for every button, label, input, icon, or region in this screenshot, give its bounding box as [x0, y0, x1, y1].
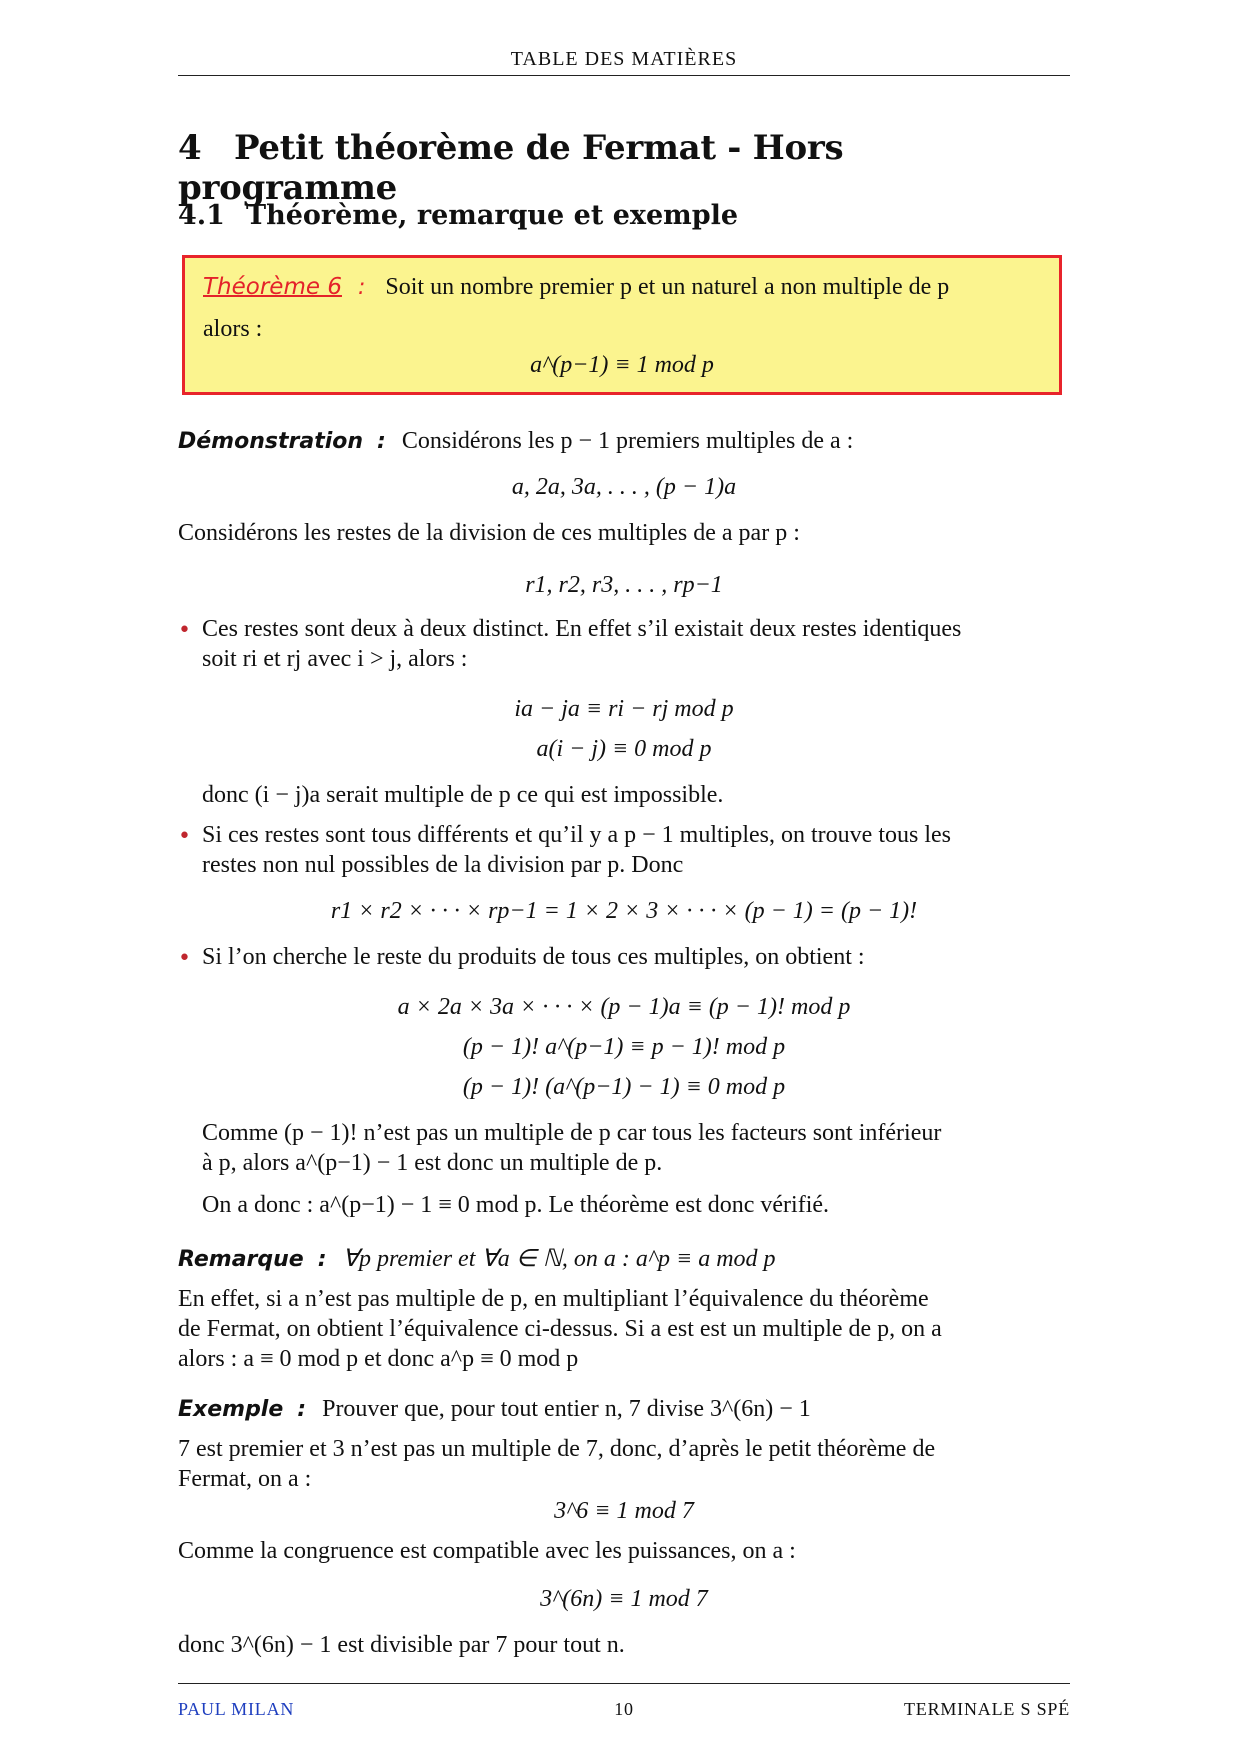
bullet-2-marker: •: [178, 824, 191, 849]
section-heading: [178, 128, 1070, 208]
comme-line-2: à p, alors a^(p−1) − 1 est donc un multiple de p.: [202, 1150, 663, 1176]
footer-rule: [178, 1683, 1070, 1684]
footer-author[interactable]: PAUL MILAN: [178, 1699, 295, 1719]
running-header: TABLE DES MATIÈRES: [510, 48, 738, 70]
subsection-heading: [178, 200, 738, 231]
bullet-3-line-1: Si l’on cherche le reste du produits de tous ces multiples, on obtient :: [202, 944, 865, 970]
remainders-formula: r1, r2, r3, . . . , rp−1: [525, 572, 723, 598]
demonstration-intro-line: [178, 426, 1070, 457]
bullet-1-marker: •: [178, 618, 191, 643]
comme-line-1: Comme (p − 1)! n’est pas un multiple de p car tous les facteurs sont inférieur: [202, 1120, 942, 1146]
remarque-colon: :: [317, 1247, 327, 1272]
theorem-colon: :: [357, 275, 366, 300]
bullet-3-equation-3: (p − 1)! (a^(p−1) − 1) ≡ 0 mod p: [462, 1074, 786, 1100]
exemple-equation-2: 3^(6n) ≡ 1 mod 7: [540, 1586, 708, 1612]
bullet-1-conclusion: donc (i − j)a serait multiple de p ce qui est impossible.: [202, 782, 724, 808]
bullet-1-equation-1: ia − ja ≡ ri − rj mod p: [514, 696, 734, 722]
remarque-line: [178, 1244, 1070, 1275]
remarque-label: Remarque: [178, 1247, 304, 1272]
section-title: Petit théorème de Fermat - Hors programme: [178, 128, 844, 208]
demonstration-colon: :: [377, 429, 386, 454]
remainders-intro: Considérons les restes de la division de ces multiples de a par p :: [178, 520, 800, 546]
exemple-line: [178, 1394, 1070, 1425]
theorem-label: Théorème 6: [203, 274, 342, 300]
theorem-box: [182, 255, 1062, 395]
bullet-3-equation-2: (p − 1)! a^(p−1) ≡ p − 1)! mod p: [462, 1034, 786, 1060]
theorem-statement: Soit un nombre premier p et un naturel a non multiple de p: [385, 274, 950, 300]
header-rule: [178, 75, 1070, 76]
theorem-line-2: alors :: [203, 316, 263, 342]
remarque-line-2: de Fermat, on obtient l’équivalence ci-dessus. Si a est est un multiple de p, on a: [178, 1316, 942, 1342]
bullet-1-equation-2: a(i − j) ≡ 0 mod p: [536, 736, 712, 762]
exemple-label: Exemple: [178, 1397, 284, 1422]
exemple-line-2: Fermat, on a :: [178, 1466, 312, 1492]
demonstration-label: Démonstration: [178, 429, 364, 454]
exemple-equation-1: 3^6 ≡ 1 mod 7: [554, 1498, 694, 1524]
theorem-formula: a^(p−1) ≡ 1 mod p: [530, 352, 714, 378]
multiples-formula: a, 2a, 3a, . . . , (p − 1)a: [511, 474, 737, 500]
subsection-title: Théorème, remarque et exemple: [246, 200, 739, 231]
section-number: 4: [178, 128, 202, 168]
bullet-2-equation: r1 × r2 × · · · × rp−1 = 1 × 2 × 3 × · · · × (p − 1) = (p − 1)!: [330, 898, 918, 924]
bullet-1-line-2: soit ri et rj avec i > j, alors :: [202, 646, 468, 672]
bullet-3-equation-1: a × 2a × 3a × · · · × (p − 1)a ≡ (p − 1)! mod p: [397, 994, 851, 1020]
footer-course: TERMINALE S SPÉ: [903, 1699, 1070, 1719]
remarque-statement: ∀p premier et ∀a ∈ ℕ, on a : a^p ≡ a mod p: [342, 1246, 776, 1272]
exemple-statement: Prouver que, pour tout entier n, 7 divise 3^(6n) − 1: [322, 1396, 811, 1422]
subsection-number: 4.1: [178, 200, 225, 231]
exemple-conclusion: donc 3^(6n) − 1 est divisible par 7 pour tout n.: [178, 1632, 625, 1658]
remarque-line-3: alors : a ≡ 0 mod p et donc a^p ≡ 0 mod p: [178, 1346, 579, 1372]
bullet-2-line-2: restes non nul possibles de la division par p. Donc: [202, 852, 684, 878]
bullet-3-marker: •: [178, 946, 191, 971]
demonstration-intro: Considérons les p − 1 premiers multiples de a :: [401, 428, 854, 454]
remarque-line-1: En effet, si a n’est pas multiple de p, en multipliant l’équivalence du théorème: [178, 1286, 929, 1312]
document-page: [178, 0, 1070, 1754]
exemple-line-1: 7 est premier et 3 n’est pas un multiple de 7, donc, d’après le petit théorème de: [178, 1436, 936, 1462]
bullet-2-line-1: Si ces restes sont tous différents et qu’il y a p − 1 multiples, on trouve tous les: [202, 822, 951, 848]
theorem-line-1: [203, 272, 1053, 303]
demonstration-conclusion: On a donc : a^(p−1) − 1 ≡ 0 mod p. Le théorème est donc vérifié.: [202, 1192, 830, 1218]
footer-page-number: 10: [614, 1699, 634, 1719]
bullet-1-line-1: Ces restes sont deux à deux distinct. En effet s’il existait deux restes identiques: [202, 616, 962, 642]
exemple-line-3: Comme la congruence est compatible avec les puissances, on a :: [178, 1538, 796, 1564]
exemple-colon: :: [297, 1397, 307, 1422]
